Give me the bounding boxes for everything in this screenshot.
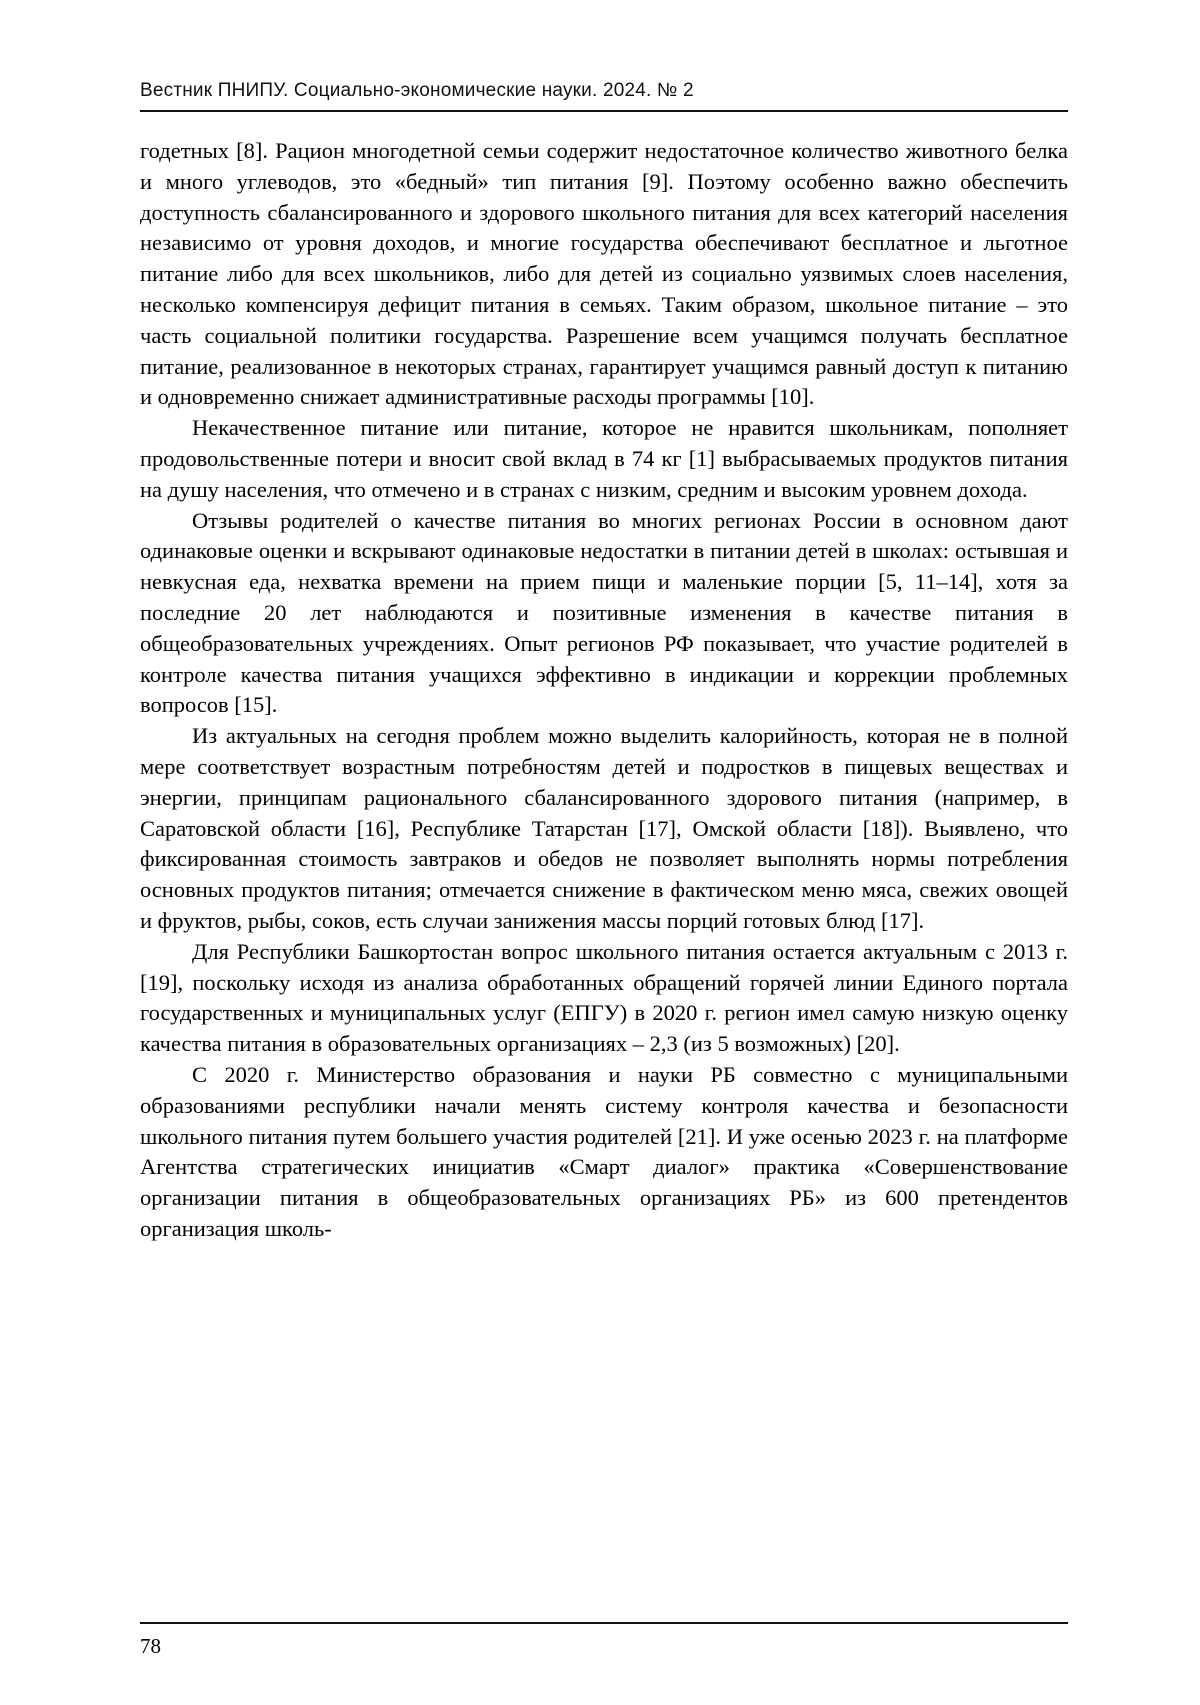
footer-rule bbox=[140, 1622, 1068, 1624]
paragraph: Отзывы родителей о качестве питания во многих регионах России в основном дают одинаковые оценки и вскрывают одинаковые недостатки в питании детей в школах: остывшая и невкусная еда, нехватка времени на прием пищи и маленькие порции [5, 11–14], хотя за последние 20 лет наблюдаются и позитивные изменения в качестве питания в общеобразовательных учреждениях. Опыт регионов РФ показывает, что участие родителей в контроле качества питания учащихся эффективно в индикации и коррекции проблемных вопросов [15]. bbox=[140, 507, 1068, 718]
paragraph: С 2020 г. Министерство образования и науки РБ совместно с муниципальными образованиями республики начали менять систему контроля качества и безопасности школьного питания путем большего участия родителей [21]. И уже осенью 2023 г. на платформе Агентства стратегических инициатив «Смарт диалог» практика «Совершенствование организации питания в общеобразовательных организациях РБ» из 600 претендентов организация школь- bbox=[140, 1061, 1068, 1241]
page-number: 78 bbox=[140, 1634, 161, 1658]
running-header: Вестник ПНИПУ. Социально-экономические науки. 2024. № 2 bbox=[140, 80, 1068, 112]
paragraph: Некачественное питание или питание, которое не нравится школьникам, пополняет продовольственные потери и вносит свой вклад в 74 кг [1] выбрасываемых продуктов питания на душу населения, что отмечено и в странах с низким, средним и высоким уровнем дохода. bbox=[140, 415, 1068, 502]
paragraph: Из актуальных на сегодня проблем можно выделить калорийность, которая не в полной мере соответствует возрастным потребностям детей и подростков в пищевых веществах и энергии, принципам рационального сбалансированного здорового питания (например, в Саратовской области [16], Республике Татарстан [17], Омской области [18]). Выявлено, что фиксированная стоимость завтраков и обедов не позволяет выполнять нормы потребления основных продуктов питания; отмечается снижение в фактическом меню мяса, свежих овощей и фруктов, рыбы, соков, есть случаи занижения массы порций готовых блюд [17]. bbox=[140, 723, 1068, 933]
page-footer bbox=[140, 1622, 1068, 1659]
paragraph: Для Республики Башкортостан вопрос школьного питания остается актуальным с 2013 г. [19], поскольку исходя из анализа обработанных обращений горячей линии Единого портала государственных и муниципальных услуг (ЕПГУ) в 2020 г. регион имел самую низкую оценку качества питания в образовательных организациях – 2,3 (из 5 возможных) [20]. bbox=[140, 938, 1068, 1057]
paragraph: годетных [8]. Рацион многодетной семьи содержит недостаточное количество животного белка и много углеводов, это «бедный» тип питания [9]. Поэтому особенно важно обеспечить доступность сбалансированного и здорового школьного питания для всех категорий населения независимо от уровня доходов, и многие государства обеспечивают бесплатное и льготное питание либо для всех школьников, либо для детей из социально уязвимых слоев населения, несколько компенсируя дефицит питания в семьях. Таким образом, школьное питание – это часть социальной политики государства. Разрешение всем учащимся получать бесплатное питание, реализованное в некоторых странах, гарантирует учащимся равный доступ к питанию и одновременно снижает административные расходы программы [10]. bbox=[140, 138, 1068, 410]
article-body bbox=[140, 136, 1068, 1245]
